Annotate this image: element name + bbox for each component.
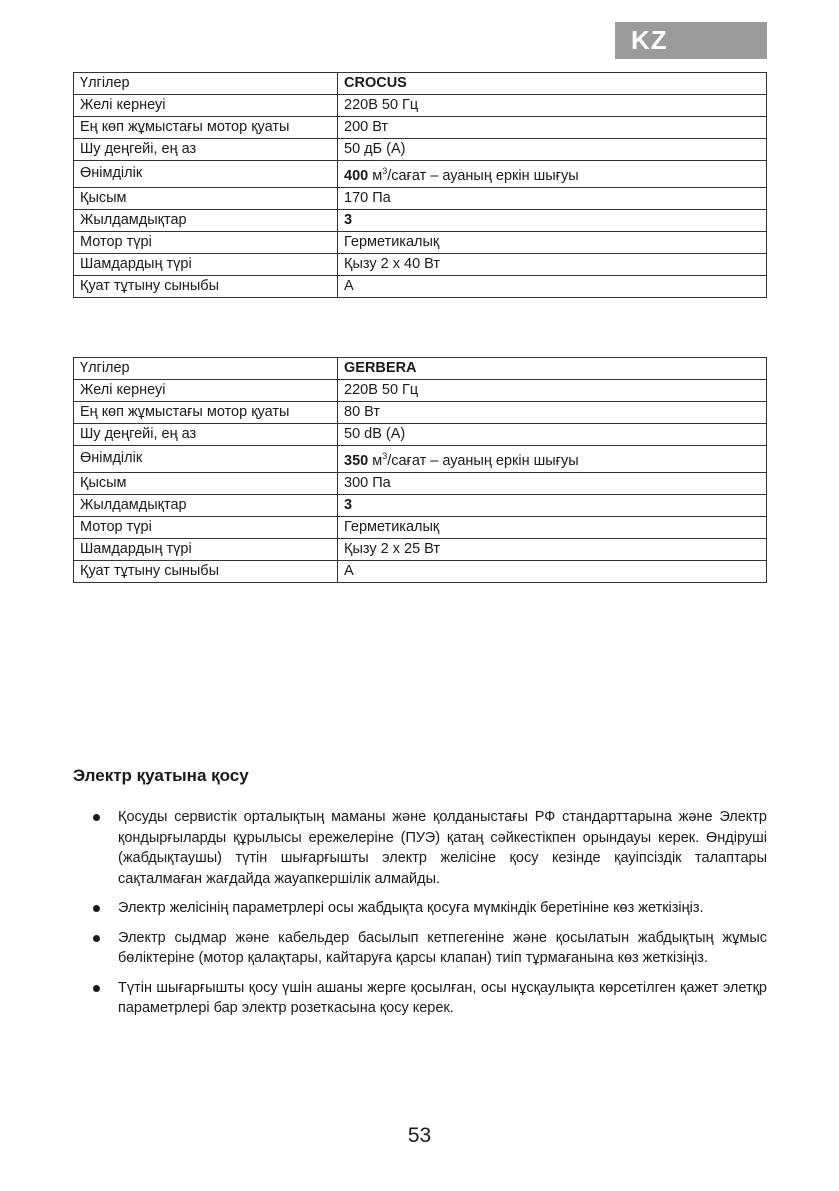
- spec-value: 50 dB (А): [338, 424, 767, 446]
- section-title: Электр қуатына қосу: [73, 766, 249, 785]
- page-number: 53: [407, 1124, 432, 1147]
- table-row: [74, 95, 767, 117]
- spec-value: Герметикалық: [338, 231, 767, 253]
- table-row: [74, 380, 767, 402]
- table-row: [74, 117, 767, 139]
- bullet-icon: [93, 985, 100, 992]
- bullet-icon: [93, 814, 100, 821]
- instructions-list: [93, 807, 767, 1028]
- table-row: [74, 253, 767, 275]
- spec-label: Ең көп жұмыстағы мотор қуаты: [74, 402, 338, 424]
- spec-value: 50 дБ (А): [338, 139, 767, 161]
- spec-label: Өнімділік: [74, 446, 338, 473]
- spec-label: Өнімділік: [74, 161, 338, 188]
- performance-description: /сағат – ауаның еркін шығуы: [387, 167, 579, 184]
- spec-label: Ең көп жұмыстағы мотор қуаты: [74, 117, 338, 139]
- spec-label: Шамдардың түрі: [74, 538, 338, 560]
- spec-label: Мотор түрі: [74, 516, 338, 538]
- table-row: [74, 73, 767, 95]
- list-item-text: Қосуды сервистік орталықтың маманы және қолданыстағы РФ стандарттарына және Электр қондырғыларды құрылысы ережелеріне (ПУЭ) қатаң сәйкестікпен орындауы керек. Өндіруші (жабдықтаушы) түтін шығарғышты электр желісіне қосу кезінде қауіпсіздік талаптары сақталмаған жағдайда жауапкершілік алмайды.: [118, 809, 767, 887]
- spec-value: Қызу 2 х 40 Вт: [338, 253, 767, 275]
- spec-value: CROCUS: [338, 73, 767, 95]
- spec-label: Желі кернеуі: [74, 380, 338, 402]
- spec-value: 3: [338, 494, 767, 516]
- table-row: [74, 275, 767, 297]
- bullet-icon: [93, 935, 100, 942]
- table-row: [74, 538, 767, 560]
- spec-label: Қуат тұтыну сыныбы: [74, 560, 338, 582]
- list-item: [93, 807, 767, 889]
- table-row: [74, 161, 767, 188]
- table-row: [74, 209, 767, 231]
- performance-unit-exponent: 3: [382, 451, 388, 461]
- spec-value: [338, 446, 767, 473]
- spec-value: 80 Вт: [338, 402, 767, 424]
- table-row: [74, 187, 767, 209]
- spec-value: 200 Вт: [338, 117, 767, 139]
- performance-description: /сағат – ауаның еркін шығуы: [387, 452, 579, 469]
- spec-label: Қысым: [74, 187, 338, 209]
- spec-value: [338, 161, 767, 188]
- list-item: [93, 898, 767, 919]
- table-row: [74, 358, 767, 380]
- spec-value: 3: [338, 209, 767, 231]
- spec-label: Жылдамдықтар: [74, 494, 338, 516]
- list-item: [93, 978, 767, 1019]
- spec-value: Қызу 2 х 25 Вт: [338, 538, 767, 560]
- spec-label: Желі кернеуі: [74, 95, 338, 117]
- table-row: [74, 231, 767, 253]
- specs-table-crocus: [73, 72, 767, 298]
- list-item: [93, 928, 767, 969]
- list-item-text: Түтін шығарғышты қосу үшін ашаны жерге қосылған, осы нұсқаулықта көрсетілген қажет элетқр параметрлері бар электр розеткасына қосу керек.: [118, 979, 767, 1016]
- spec-label: Жылдамдықтар: [74, 209, 338, 231]
- table-row: [74, 402, 767, 424]
- spec-value: 220В 50 Гц: [338, 380, 767, 402]
- spec-label: Үлгілер: [74, 73, 338, 95]
- table-row: [74, 424, 767, 446]
- table-row: [74, 494, 767, 516]
- performance-unit-exponent: 3: [382, 166, 388, 176]
- list-item-text: Электр желісінің параметрлері осы жабдықта қосуға мүмкіндік беретініне көз жеткізіңіз.: [118, 900, 704, 916]
- language-badge: KZ: [615, 22, 767, 59]
- spec-label: Қысым: [74, 472, 338, 494]
- performance-number: 400: [344, 167, 369, 184]
- table-row: [74, 516, 767, 538]
- spec-value: А: [338, 560, 767, 582]
- table-row: [74, 472, 767, 494]
- spec-label: Үлгілер: [74, 358, 338, 380]
- table-row: [74, 139, 767, 161]
- spec-label: Шу деңгейі, ең аз: [74, 139, 338, 161]
- performance-unit: м: [368, 452, 383, 469]
- spec-label: Шамдардың түрі: [74, 253, 338, 275]
- spec-value: А: [338, 275, 767, 297]
- performance-number: 350: [344, 452, 369, 469]
- spec-value: 170 Па: [338, 187, 767, 209]
- list-item-text: Электр сыдмар және кабельдер басылып кетпегеніне және қосылатын жабдықтың жұмыс бөліктеріне (мотор қалақтары, кайтаруға қарсы клапан) тиіп тұрмағанына көз жеткізіңіз.: [118, 929, 767, 966]
- spec-label: Шу деңгейі, ең аз: [74, 424, 338, 446]
- specs-table-gerbera: [73, 357, 767, 583]
- spec-value: 220В 50 Гц: [338, 95, 767, 117]
- table-row: [74, 446, 767, 473]
- spec-label: Қуат тұтыну сыныбы: [74, 275, 338, 297]
- table-row: [74, 560, 767, 582]
- spec-value: Герметикалық: [338, 516, 767, 538]
- performance-unit: м: [368, 167, 383, 184]
- spec-value: 300 Па: [338, 472, 767, 494]
- bullet-icon: [93, 905, 100, 912]
- spec-value: GERBERA: [338, 358, 767, 380]
- spec-label: Мотор түрі: [74, 231, 338, 253]
